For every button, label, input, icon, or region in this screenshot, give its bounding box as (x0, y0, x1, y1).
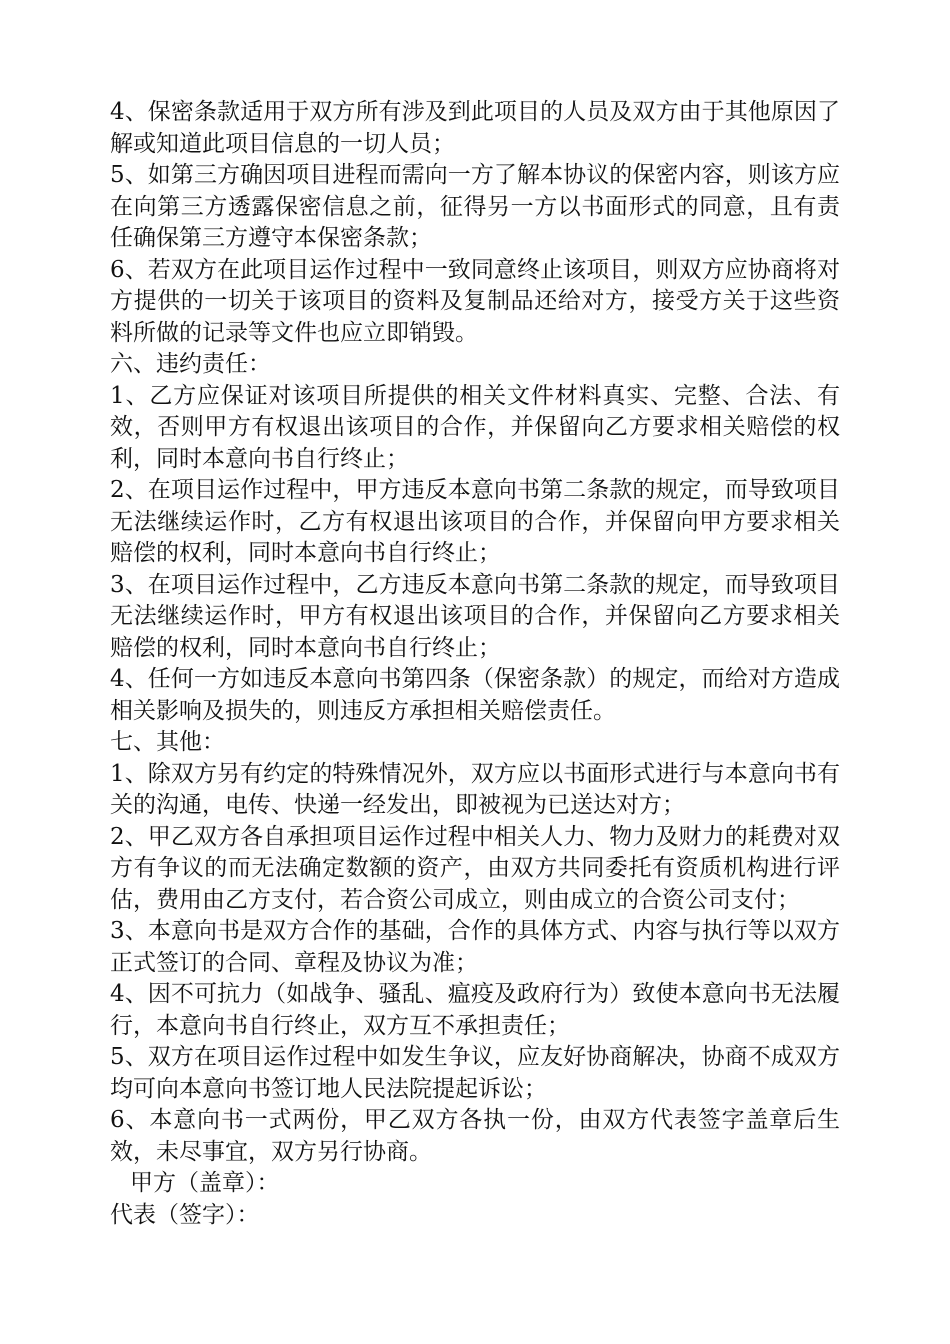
signature-block (110, 1168, 840, 1231)
breach-item-2: 2、在项目运作过程中，甲方违反本意向书第二条款的规定，而导致项目无法继续运作时，乙方有权退出该项目的合作，并保留向甲方要求相关赔偿的权利，同时本意向书自行终止； (110, 477, 840, 566)
other-terms-section (110, 727, 840, 1168)
breach-item-3: 3、在项目运作过程中，乙方违反本意向书第二条款的规定，而导致项目无法继续运作时，甲方有权退出该项目的合作，并保留向乙方要求相关赔偿的权利，同时本意向书自行终止； (110, 571, 840, 661)
other-item-5: 5、双方在项目运作过程中如发生争议，应友好协商解决，协商不成双方均可向本意向书签订地人民法院提起诉讼； (110, 1044, 840, 1102)
other-item-1: 1、除双方另有约定的特殊情况外，双方应以书面形式进行与本意向书有关的沟通，电传、快递一经发出，即被视为已送达对方； (110, 760, 840, 818)
other-terms-heading: 七、其他： (110, 729, 225, 755)
confidentiality-item-5: 5、如第三方确因项目进程而需向一方了解本协议的保密内容，则该方应在向第三方透露保密信息之前，征得另一方以书面形式的同意，且有责任确保第三方遵守本保密条款； (110, 162, 840, 251)
breach-liability-section (110, 349, 840, 727)
breach-liability-heading: 六、违约责任： (110, 351, 271, 377)
representative-signature-line: 代表（签字）： (110, 1201, 260, 1228)
breach-item-1: 1、乙方应保证对该项目所提供的相关文件材料真实、完整、合法、有效，否则甲方有权退出该项目的合作，并保留向乙方要求相关赔偿的权利，同时本意向书自行终止； (110, 382, 840, 472)
other-item-3: 3、本意向书是双方合作的基础，合作的具体方式、内容与执行等以双方正式签订的合同、章程及协议为准； (110, 918, 840, 976)
other-item-4: 4、因不可抗力（如战争、骚乱、瘟疫及政府行为）致使本意向书无法履行，本意向书自行终止，双方互不承担责任； (110, 981, 840, 1039)
confidentiality-item-4: 4、保密条款适用于双方所有涉及到此项目的人员及双方由于其他原因了解或知道此项目信息的一切人员； (110, 99, 840, 157)
other-item-2: 2、甲乙双方各自承担项目运作过程中相关人力、物力及财力的耗费对双方有争议的而无法确定数额的资产，由双方共同委托有资质机构进行评估，费用由乙方支付，若合资公司成立，则由成立的合资公司支付； (110, 823, 840, 913)
confidentiality-item-6: 6、若双方在此项目运作过程中一致同意终止该项目，则双方应协商将对方提供的一切关于该项目的资料及复制品还给对方，接受方关于这些资料所做的记录等文件也应立即销毁。 (110, 256, 840, 346)
party-a-seal-line: 甲方（盖章）： (130, 1170, 280, 1196)
other-item-6: 6、本意向书一式两份，甲乙双方各执一份，由双方代表签字盖章后生效，未尽事宜，双方另行协商。 (110, 1107, 840, 1165)
document-page (110, 97, 840, 1231)
breach-item-4: 4、任何一方如违反本意向书第四条（保密条款）的规定，而给对方造成相关影响及损失的，则违反方承担相关赔偿责任。 (110, 666, 840, 724)
confidentiality-clauses (110, 97, 840, 349)
